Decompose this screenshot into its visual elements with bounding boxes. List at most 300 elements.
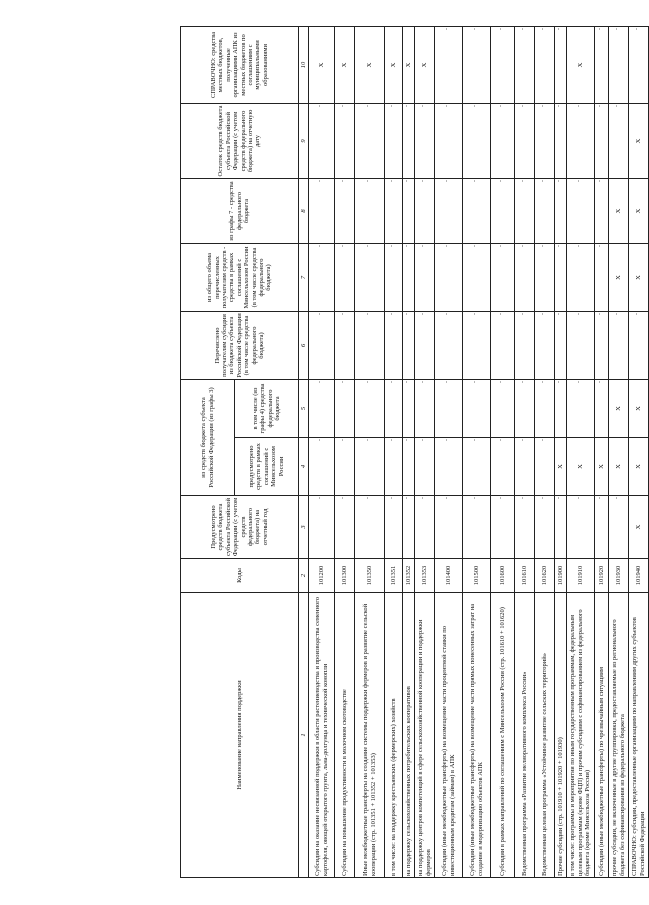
- tick-mark: -: [472, 497, 478, 499]
- empty-value-cell: [385, 438, 403, 496]
- tick-mark: -: [404, 104, 410, 107]
- row-code: 101930: [609, 559, 629, 593]
- tick-mark: -: [498, 497, 504, 499]
- empty-value-cell: [535, 496, 555, 559]
- empty-value-cell: [491, 379, 515, 437]
- tick-mark: -: [576, 497, 582, 499]
- empty-value-cell: [463, 26, 491, 103]
- tick-mark: -: [317, 312, 323, 315]
- empty-value-cell: [403, 178, 415, 243]
- tick-mark: -: [614, 312, 620, 315]
- x-mark: X: [567, 438, 595, 496]
- tick-mark: -: [597, 104, 603, 107]
- header-col6: Перечислено получателям субсидии из бюджета субъекта Российской Федерации (в том числе средства федерального бюджета): [181, 311, 299, 379]
- empty-value-cell: [463, 379, 491, 437]
- tick-mark: -: [365, 312, 371, 315]
- empty-value-cell: [335, 379, 355, 437]
- empty-value-cell: [535, 379, 555, 437]
- tick-mark: -: [365, 104, 371, 107]
- x-mark: X: [403, 26, 415, 103]
- table-row: [609, 26, 629, 877]
- header-group-4-5: из средств бюджета субъекта Российской Федерации (из графы 3): [181, 379, 235, 495]
- table-row: [515, 26, 535, 877]
- empty-value-cell: [555, 243, 567, 311]
- tick-mark: -: [540, 312, 546, 315]
- x-mark: X: [309, 26, 335, 103]
- tick-mark: -: [444, 179, 450, 182]
- empty-value-cell: [335, 103, 355, 178]
- row-code: 101351: [385, 559, 403, 593]
- empty-value-cell: [567, 103, 595, 178]
- empty-value-cell: [435, 496, 463, 559]
- column-index: 8: [299, 178, 309, 243]
- tick-mark: -: [472, 439, 478, 441]
- empty-value-cell: [535, 26, 555, 103]
- empty-value-cell: [385, 178, 403, 243]
- tick-mark: -: [420, 439, 426, 441]
- tick-mark: -: [556, 27, 562, 30]
- tick-mark: -: [540, 380, 546, 383]
- empty-value-cell: [415, 178, 435, 243]
- empty-value-cell: [335, 311, 355, 379]
- column-index: 2: [299, 559, 309, 593]
- row-direction-name: Субсидии (иные межбюджетные трансферты) на возмещение части процентной ставки по инвестиционным кредитам (займам) в АПК: [435, 593, 463, 878]
- row-code: 101940: [629, 559, 649, 593]
- row-direction-name: Ведомственная целевая программа «Устойчивое развитие сельских территорий»: [535, 593, 555, 878]
- column-index: 9: [299, 103, 309, 178]
- table-row: [355, 26, 385, 877]
- empty-value-cell: [403, 438, 415, 496]
- table-row: [595, 26, 609, 877]
- tick-mark: -: [556, 104, 562, 107]
- tick-mark: -: [444, 497, 450, 499]
- tick-mark: -: [389, 380, 395, 383]
- x-mark: X: [415, 26, 435, 103]
- tick-mark: -: [340, 380, 346, 383]
- empty-value-cell: [403, 496, 415, 559]
- tick-mark: -: [444, 380, 450, 383]
- tick-mark: -: [420, 497, 426, 499]
- table-row: [535, 26, 555, 877]
- empty-value-cell: [403, 103, 415, 178]
- empty-value-cell: [535, 311, 555, 379]
- tick-mark: -: [389, 104, 395, 107]
- tick-mark: -: [340, 244, 346, 247]
- x-mark: X: [629, 438, 649, 496]
- tick-mark: -: [498, 439, 504, 441]
- tick-mark: -: [540, 497, 546, 499]
- x-mark: X: [609, 178, 629, 243]
- tick-mark: -: [556, 179, 562, 182]
- tick-mark: -: [576, 380, 582, 383]
- empty-value-cell: [609, 103, 629, 178]
- tick-mark: -: [317, 179, 323, 182]
- tick-mark: -: [404, 439, 410, 441]
- empty-value-cell: [595, 496, 609, 559]
- tick-mark: -: [444, 439, 450, 441]
- tick-mark: -: [404, 380, 410, 383]
- empty-value-cell: [567, 311, 595, 379]
- empty-value-cell: [403, 243, 415, 311]
- empty-value-cell: [309, 379, 335, 437]
- empty-value-cell: [491, 178, 515, 243]
- empty-value-cell: [491, 26, 515, 103]
- empty-value-cell: [535, 243, 555, 311]
- tick-mark: -: [420, 179, 426, 182]
- empty-value-cell: [385, 103, 403, 178]
- row-code: 101350: [355, 559, 385, 593]
- row-direction-name: Субсидии в рамках направлений по соглашениям с Минсельхозом России (стр. 101610 + 101620): [491, 593, 515, 878]
- empty-value-cell: [535, 178, 555, 243]
- tick-mark: -: [576, 244, 582, 247]
- tick-mark: -: [420, 244, 426, 247]
- row-code: 101920: [595, 559, 609, 593]
- empty-value-cell: [555, 103, 567, 178]
- empty-value-cell: [535, 103, 555, 178]
- empty-value-cell: [555, 178, 567, 243]
- empty-value-cell: [463, 438, 491, 496]
- header-codes: Коды: [181, 559, 299, 593]
- tick-mark: -: [520, 244, 526, 247]
- empty-value-cell: [555, 26, 567, 103]
- empty-value-cell: [463, 311, 491, 379]
- row-direction-name: Субсидии на повышение продуктивности в молочном скотоводстве: [335, 593, 355, 878]
- tick-mark: -: [472, 380, 478, 383]
- empty-value-cell: [385, 311, 403, 379]
- empty-value-cell: [385, 243, 403, 311]
- tick-mark: -: [520, 497, 526, 499]
- empty-value-cell: [435, 26, 463, 103]
- x-mark: X: [335, 26, 355, 103]
- empty-value-cell: [355, 311, 385, 379]
- tick-mark: -: [540, 244, 546, 247]
- empty-value-cell: [309, 496, 335, 559]
- tick-mark: -: [365, 244, 371, 247]
- empty-value-cell: [609, 26, 629, 103]
- empty-value-cell: [385, 496, 403, 559]
- empty-value-cell: [355, 496, 385, 559]
- tick-mark: -: [317, 244, 323, 247]
- empty-value-cell: [567, 243, 595, 311]
- empty-value-cell: [609, 496, 629, 559]
- tick-mark: -: [556, 497, 562, 499]
- tick-mark: -: [389, 244, 395, 247]
- empty-value-cell: [629, 311, 649, 379]
- tick-mark: -: [444, 104, 450, 107]
- tick-mark: -: [498, 312, 504, 315]
- tick-mark: -: [498, 244, 504, 247]
- x-mark: X: [629, 243, 649, 311]
- header-col4: предусмотрено средств в рамках соглашений с Минсельхозом России: [235, 438, 299, 496]
- tick-mark: -: [420, 312, 426, 315]
- table-row: [403, 26, 415, 877]
- table-row: [463, 26, 491, 877]
- tick-mark: -: [444, 27, 450, 30]
- row-direction-name: в том числе: программы и мероприятия по иным государственным программам, федеральным целевым программам (кроме ФЦП) и прочим субсидиям с софинансированием из федерального бюджета (кроме Минсельхоза России): [567, 593, 595, 878]
- tick-mark: -: [317, 380, 323, 383]
- row-direction-name: на поддержку сельскохозяйственных потребительских кооперативов: [403, 593, 415, 878]
- empty-value-cell: [415, 243, 435, 311]
- table-row: [567, 26, 595, 877]
- tick-mark: -: [389, 179, 395, 182]
- table-row: [491, 26, 515, 877]
- tick-mark: -: [498, 380, 504, 383]
- tick-mark: -: [520, 179, 526, 182]
- x-mark: X: [609, 438, 629, 496]
- tick-mark: -: [472, 104, 478, 107]
- empty-value-cell: [491, 243, 515, 311]
- tick-mark: -: [634, 27, 640, 30]
- row-code: 101620: [535, 559, 555, 593]
- x-mark: X: [609, 379, 629, 437]
- empty-value-cell: [567, 379, 595, 437]
- tick-mark: -: [634, 312, 640, 315]
- empty-value-cell: [355, 379, 385, 437]
- tick-mark: -: [340, 312, 346, 315]
- empty-value-cell: [435, 379, 463, 437]
- tick-mark: -: [317, 439, 323, 441]
- table-row: [555, 26, 567, 877]
- tick-mark: -: [597, 244, 603, 247]
- empty-value-cell: [435, 438, 463, 496]
- tick-mark: -: [340, 497, 346, 499]
- row-direction-name: на поддержку центров компетенций в сфере сельскохозяйственной кооперации и поддержки фермеров: [415, 593, 435, 878]
- tick-mark: -: [389, 312, 395, 315]
- tick-mark: -: [472, 312, 478, 315]
- tick-mark: -: [556, 312, 562, 315]
- tick-mark: -: [498, 104, 504, 107]
- tick-mark: -: [317, 497, 323, 499]
- table-row: [415, 26, 435, 877]
- column-index: 6: [299, 311, 309, 379]
- tick-mark: -: [472, 244, 478, 247]
- empty-value-cell: [491, 438, 515, 496]
- empty-value-cell: [355, 103, 385, 178]
- empty-value-cell: [415, 496, 435, 559]
- empty-value-cell: [555, 311, 567, 379]
- column-index-row: [299, 26, 309, 877]
- empty-value-cell: [555, 496, 567, 559]
- row-direction-name: Прочие субсидии (стр. 101910 + 101920 + 101930): [555, 593, 567, 878]
- empty-value-cell: [555, 379, 567, 437]
- tick-mark: -: [520, 104, 526, 107]
- tick-mark: -: [520, 27, 526, 30]
- row-direction-name: прочие субсидии, не включенные в другие группировки, предоставляемые из регионального бюджета без софинансирования из федерального бюджета: [609, 593, 629, 878]
- empty-value-cell: [463, 178, 491, 243]
- tick-mark: -: [404, 497, 410, 499]
- row-direction-name: СПРАВОЧНО: субсидии, предоставленные организациям по направлениям других субъектов Российской Федерации: [629, 593, 649, 878]
- tick-mark: -: [365, 380, 371, 383]
- tick-mark: -: [340, 104, 346, 107]
- tick-mark: -: [576, 104, 582, 107]
- header-col8: из графы 7 - средства федерального бюджета: [181, 178, 299, 243]
- empty-value-cell: [335, 243, 355, 311]
- column-index: 1: [299, 593, 309, 878]
- empty-value-cell: [415, 103, 435, 178]
- empty-value-cell: [309, 311, 335, 379]
- header-col3: Предусмотрено средств бюджета субъекта Российской Федерации (с учетом средств федерального бюджета) на отчетный год: [181, 496, 299, 559]
- table-body: [309, 26, 649, 877]
- tick-mark: -: [420, 380, 426, 383]
- tick-mark: -: [540, 27, 546, 30]
- tick-mark: -: [365, 179, 371, 182]
- header-direction: Наименование направления поддержки: [181, 593, 299, 878]
- empty-value-cell: [309, 103, 335, 178]
- empty-value-cell: [609, 311, 629, 379]
- x-mark: X: [629, 178, 649, 243]
- empty-value-cell: [515, 178, 535, 243]
- row-code: 101352: [403, 559, 415, 593]
- empty-value-cell: [595, 26, 609, 103]
- empty-value-cell: [595, 178, 609, 243]
- empty-value-cell: [355, 178, 385, 243]
- row-code: 101600: [491, 559, 515, 593]
- row-code: 101200: [309, 559, 335, 593]
- empty-value-cell: [435, 103, 463, 178]
- x-mark: X: [595, 438, 609, 496]
- empty-value-cell: [515, 103, 535, 178]
- tick-mark: -: [540, 439, 546, 441]
- empty-value-cell: [309, 438, 335, 496]
- column-index: 3: [299, 496, 309, 559]
- x-mark: X: [385, 26, 403, 103]
- row-code: 101353: [415, 559, 435, 593]
- empty-value-cell: [435, 178, 463, 243]
- tick-mark: -: [614, 104, 620, 107]
- empty-value-cell: [415, 438, 435, 496]
- tick-mark: -: [498, 27, 504, 30]
- empty-value-cell: [491, 496, 515, 559]
- empty-value-cell: [515, 438, 535, 496]
- row-code: 101400: [435, 559, 463, 593]
- empty-value-cell: [595, 379, 609, 437]
- empty-value-cell: [515, 496, 535, 559]
- empty-value-cell: [463, 103, 491, 178]
- tick-mark: -: [614, 27, 620, 30]
- empty-value-cell: [491, 103, 515, 178]
- empty-value-cell: [335, 496, 355, 559]
- column-index: 5: [299, 379, 309, 437]
- empty-value-cell: [463, 496, 491, 559]
- empty-value-cell: [535, 438, 555, 496]
- tick-mark: -: [340, 179, 346, 182]
- row-direction-name: Иные межбюджетные трансферты на создание системы поддержки фермеров и развитие сельской кооперации (стр. 101351 + 101352 + 101353): [355, 593, 385, 878]
- tick-mark: -: [472, 179, 478, 182]
- empty-value-cell: [385, 379, 403, 437]
- tick-mark: -: [576, 312, 582, 315]
- tick-mark: -: [389, 439, 395, 441]
- tick-mark: -: [404, 312, 410, 315]
- x-mark: X: [629, 496, 649, 559]
- x-mark: X: [355, 26, 385, 103]
- row-direction-name: Субсидии на оказание несвязанной поддержки в области растениеводства и производства семенного картофеля, овощей открытого грунта, льна-долгунца и технической конопли: [309, 593, 335, 878]
- tick-mark: -: [404, 179, 410, 182]
- header-row-1: [181, 26, 235, 877]
- row-code: 101610: [515, 559, 535, 593]
- table-row: [335, 26, 355, 877]
- tick-mark: -: [597, 497, 603, 499]
- empty-value-cell: [515, 311, 535, 379]
- x-mark: X: [567, 26, 595, 103]
- x-mark: X: [629, 103, 649, 178]
- header-col5: в том числе (из графы 4) средства федерального бюджета: [235, 379, 299, 437]
- row-code: 101500: [463, 559, 491, 593]
- empty-value-cell: [567, 178, 595, 243]
- column-index: 7: [299, 243, 309, 311]
- empty-value-cell: [435, 311, 463, 379]
- row-direction-name: Ведомственная программа «Развитие мелиоративного комплекса России»: [515, 593, 535, 878]
- x-mark: X: [609, 243, 629, 311]
- empty-value-cell: [415, 311, 435, 379]
- empty-value-cell: [595, 243, 609, 311]
- support-directions-table: [180, 26, 649, 878]
- tick-mark: -: [520, 312, 526, 315]
- table-row: [309, 26, 335, 877]
- column-index: 4: [299, 438, 309, 496]
- empty-value-cell: [309, 243, 335, 311]
- empty-value-cell: [515, 379, 535, 437]
- empty-value-cell: [435, 243, 463, 311]
- tick-mark: -: [420, 104, 426, 107]
- tick-mark: -: [520, 439, 526, 441]
- empty-value-cell: [335, 438, 355, 496]
- empty-value-cell: [515, 26, 535, 103]
- empty-value-cell: [415, 379, 435, 437]
- header-col10: СПРАВОЧНО: средства местных бюджетов, полученные организациями АПК из местных бюджетов по соглашениям с муниципальными образованиями: [181, 26, 299, 103]
- tick-mark: -: [317, 104, 323, 107]
- empty-value-cell: [491, 311, 515, 379]
- empty-value-cell: [335, 178, 355, 243]
- tick-mark: -: [556, 380, 562, 383]
- column-index: 10: [299, 26, 309, 103]
- empty-value-cell: [403, 311, 415, 379]
- tick-mark: -: [556, 244, 562, 247]
- empty-value-cell: [629, 26, 649, 103]
- empty-value-cell: [309, 178, 335, 243]
- tick-mark: -: [540, 179, 546, 182]
- empty-value-cell: [595, 103, 609, 178]
- tick-mark: -: [340, 439, 346, 441]
- empty-value-cell: [403, 379, 415, 437]
- tick-mark: -: [576, 179, 582, 182]
- row-direction-name: в том числе: на поддержку крестьянских (фермерских) хозяйств: [385, 593, 403, 878]
- tick-mark: -: [597, 27, 603, 30]
- row-code: 101300: [335, 559, 355, 593]
- row-code: 101900: [555, 559, 567, 593]
- tick-mark: -: [520, 380, 526, 383]
- tick-mark: -: [404, 244, 410, 247]
- empty-value-cell: [355, 438, 385, 496]
- table-row: [435, 26, 463, 877]
- x-mark: X: [629, 379, 649, 437]
- tick-mark: -: [498, 179, 504, 182]
- row-code: 101910: [567, 559, 595, 593]
- empty-value-cell: [463, 243, 491, 311]
- tick-mark: -: [472, 27, 478, 30]
- tick-mark: -: [365, 497, 371, 499]
- header-col9: Остаток средств бюджета субъекта Российской Федерации (с учетом средств федерального бюджета) на отчетную дату: [181, 103, 299, 178]
- tick-mark: -: [597, 380, 603, 383]
- tick-mark: -: [444, 312, 450, 315]
- tick-mark: -: [389, 497, 395, 499]
- row-direction-name: Субсидии (иные межбюджетные трансферты) на возмещение части прямых понесенных затрат на создание и модернизацию объектов АПК: [463, 593, 491, 878]
- tick-mark: -: [365, 439, 371, 441]
- table-row: [385, 26, 403, 877]
- row-direction-name: Субсидии (иные межбюджетные трансферты) по чрезвычайным ситуациям: [595, 593, 609, 878]
- empty-value-cell: [595, 311, 609, 379]
- empty-value-cell: [355, 243, 385, 311]
- tick-mark: -: [597, 312, 603, 315]
